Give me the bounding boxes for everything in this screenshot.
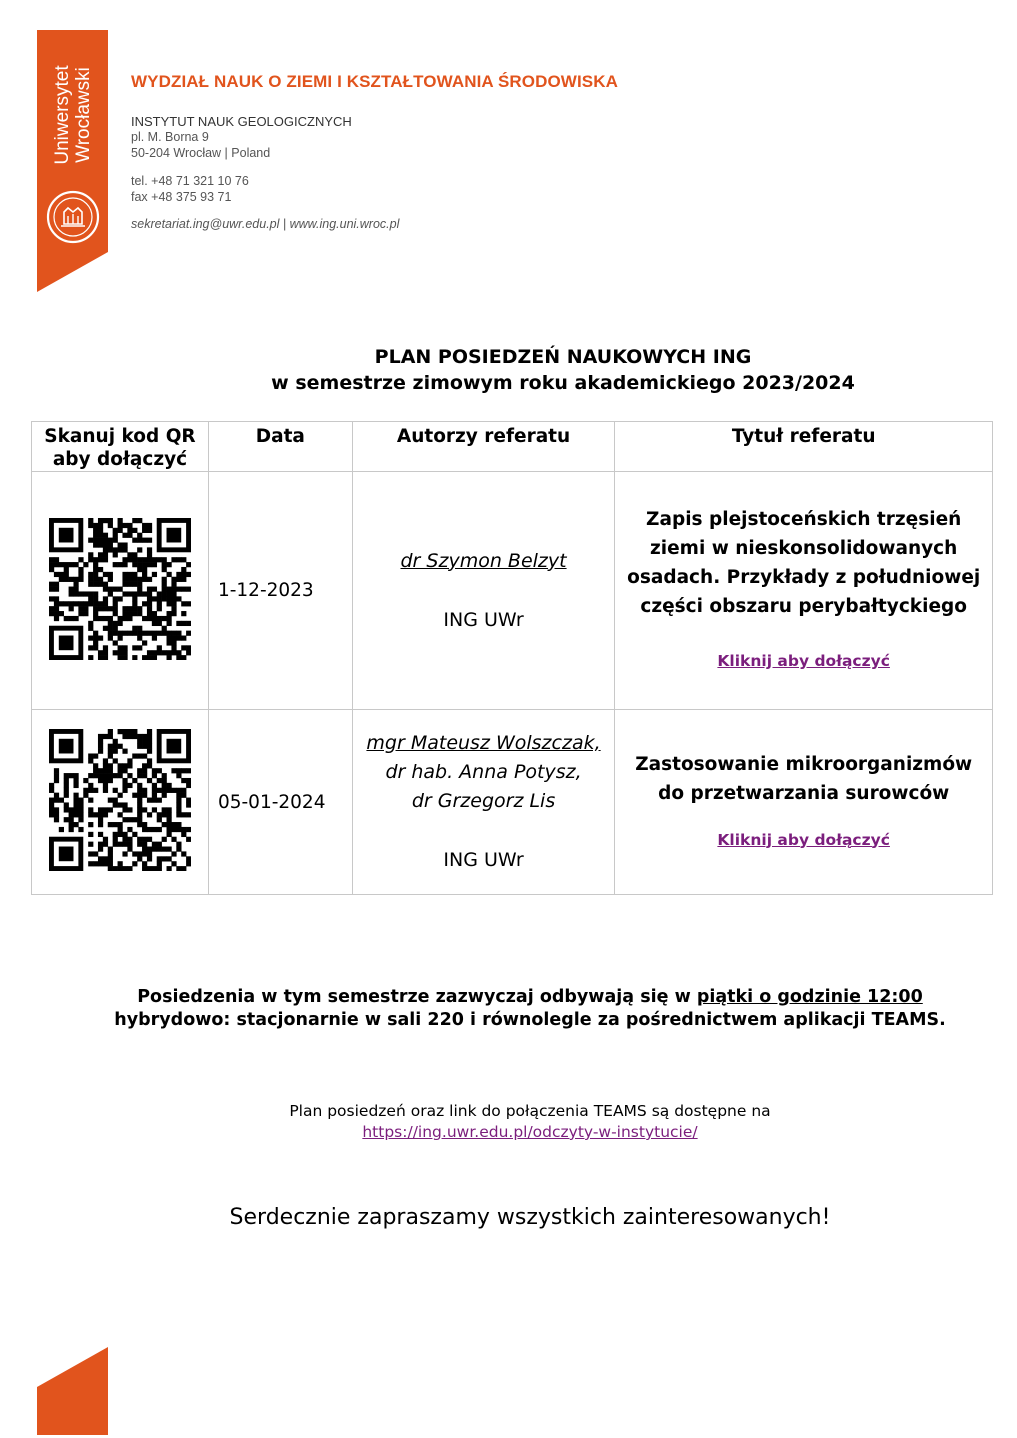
author-name: dr Szymon Belzyt [400, 549, 567, 572]
table-row [32, 472, 993, 710]
corner-decoration [37, 1347, 108, 1438]
meeting-date: 1-12-2023 [208, 472, 352, 710]
table-row [32, 710, 993, 895]
join-link[interactable]: Kliknij aby dołączyć [717, 830, 890, 849]
meeting-date: 05-01-2024 [208, 710, 352, 895]
header-qr: Skanuj kod QR aby dołączyć [32, 422, 209, 472]
phone-number: tel. +48 71 321 10 76 [131, 174, 249, 188]
meetings-table [31, 421, 993, 895]
table-header-row [32, 422, 993, 472]
meeting-authors [352, 710, 615, 895]
qr-code-icon [49, 729, 191, 871]
availability-info: Plan posiedzeń oraz link do połączenia TEAMS są dostępne na https://ing.uwr.edu.pl/odczyty-w-instytucie/ [289, 1102, 771, 1141]
document-title [0, 344, 1017, 396]
author-affiliation: ING UWr [443, 849, 524, 871]
qr-code-2[interactable] [32, 710, 209, 895]
faculty-name: WYDZIAŁ NAUK O ZIEMI I KSZTAŁTOWANIA ŚRODOWISKA [131, 72, 618, 91]
meeting-title-text: Zastosowanie mikroorganizmów do przetwarzania surowców [635, 753, 973, 804]
qr-code-icon [49, 518, 191, 660]
author-name: dr hab. Anna Potysz, [385, 761, 582, 783]
header-date: Data [208, 422, 352, 472]
author-name: mgr Mateusz Wolszczak, [366, 732, 601, 754]
meeting-title [615, 710, 993, 895]
author-affiliation: ING UWr [443, 608, 524, 631]
meeting-title-text: Zapis plejstoceńskich trzęsień ziemi w nieskonsolidowanych osadach. Przykłady z południowej części obszaru perybałtyckiego [627, 509, 981, 617]
qr-code-1[interactable] [32, 472, 209, 710]
fax-number: fax +48 375 93 71 [131, 190, 232, 204]
title-line-1: PLAN POSIEDZEŃ NAUKOWYCH ING [374, 346, 752, 368]
meeting-authors [352, 472, 615, 710]
title-line-2: w semestrze zimowym roku akademickiego 2023/2024 [271, 372, 855, 394]
institute-name: INSTYTUT NAUK GEOLOGICZNYCH [131, 114, 352, 129]
meeting-title [615, 472, 993, 710]
university-name: Uniwersytet Wrocławski [51, 65, 94, 165]
email-and-website[interactable]: sekretariat.ing@uwr.edu.pl | www.ing.uni.wroc.pl [131, 217, 400, 231]
institute-lectures-link[interactable]: https://ing.uwr.edu.pl/odczyty-w-instytucie/ [362, 1123, 698, 1141]
header-title: Tytuł referatu [615, 422, 993, 472]
street-address: pl. M. Borna 9 [131, 130, 209, 144]
meeting-schedule-notice: Posiedzenia w tym semestrze zazwyczaj odbywają się w piątki o godzinie 12:00 hybrydowo: stacjonarnie w sali 220 i równolegle za pośrednictwem aplikacji TEAMS. [114, 987, 946, 1030]
university-seal-icon [46, 190, 100, 244]
author-name: dr Grzegorz Lis [411, 790, 556, 812]
header-authors: Autorzy referatu [352, 422, 615, 472]
city-address: 50-204 Wrocław | Poland [131, 146, 271, 160]
meeting-time: piątki o godzinie 12:00 [696, 987, 923, 1007]
invitation-text: Serdecznie zapraszamy wszystkich zainteresowanych! [229, 1205, 831, 1230]
join-link[interactable]: Kliknij aby dołączyć [717, 652, 890, 670]
letterhead [131, 72, 618, 231]
